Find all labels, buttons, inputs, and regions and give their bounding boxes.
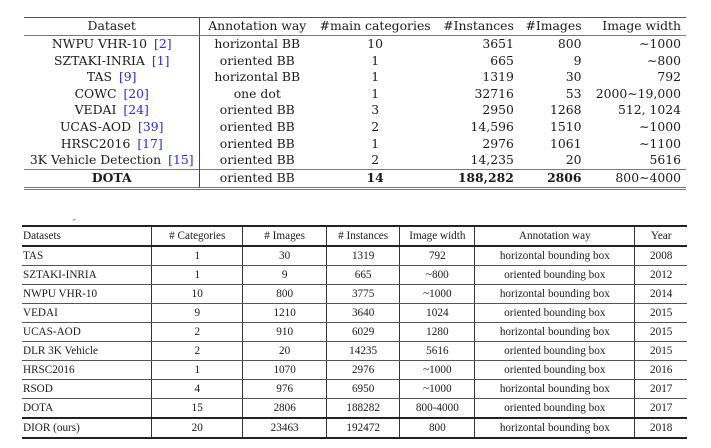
cell-dataset [24, 69, 200, 86]
cell-dataset-text: UCAS-AOD [59, 118, 132, 134]
cell-image-width: ~800 [400, 266, 475, 285]
table-row [22, 304, 687, 323]
cell-annotation-way [200, 86, 314, 103]
citation-link[interactable]: [2] [154, 36, 172, 51]
cell-images: 30 [243, 246, 326, 266]
header-instances: #Instances [436, 18, 519, 36]
cell-year: 2008 [635, 246, 687, 266]
cell-instances: 1319 [326, 246, 400, 266]
cell-annotation-way-text: oriented BB [219, 118, 295, 134]
cell-instances: 2976 [326, 361, 400, 380]
cell-instances-text: 32716 [474, 85, 514, 101]
cell-annotation-way [200, 119, 314, 136]
header-main-categories: #main categories [314, 18, 436, 36]
cell-main-categories-text: 1 [371, 52, 380, 68]
cell-main-categories [314, 36, 436, 53]
header-images: # Images [243, 226, 326, 246]
cell-instances: 188,282 [436, 169, 519, 188]
cell-dataset [24, 152, 200, 169]
cell-annotation-way: horizontal bounding box [475, 323, 635, 342]
cell-main-categories-text: 10 [367, 36, 384, 51]
cell-main-categories-text: 1 [371, 85, 380, 101]
cell-images [519, 136, 587, 153]
cell-dataset [24, 119, 200, 136]
table-row [22, 361, 687, 380]
cell-year: 2017 [635, 399, 687, 419]
cell-image-width: ~1000 [400, 380, 475, 399]
cell-dataset: HRSC2016 [22, 361, 152, 380]
cell-instances: 188282 [326, 399, 400, 419]
header-image-width: Image width [587, 18, 686, 36]
header-instances: # Instances [326, 226, 400, 246]
cell-image-width [587, 119, 686, 136]
cell-images-text: 9 [573, 52, 582, 68]
table-row [24, 36, 686, 53]
cell-image-width-text: 512, 1024 [617, 102, 681, 118]
cell-annotation-way-text: oriented BB [219, 152, 295, 168]
dataset-comparison-table-latex [24, 17, 686, 190]
table-row-dota [24, 169, 686, 188]
cell-instances-text: 14,235 [470, 152, 514, 168]
cell-annotation-way [200, 53, 314, 70]
cell-main-categories [314, 53, 436, 70]
cell-instances-text: 665 [490, 52, 514, 68]
cell-instances-text: 2976 [482, 135, 514, 151]
cell-instances [436, 86, 519, 103]
cell-images: 23463 [243, 418, 326, 438]
cell-images: 976 [243, 380, 326, 399]
cell-image-width-text: ∼1100 [639, 135, 681, 151]
header-image-width: Image width [400, 226, 475, 246]
cell-categories: 9 [152, 304, 243, 323]
citation-link[interactable]: [9] [118, 69, 137, 85]
cell-instances-text: 3651 [482, 36, 514, 51]
citation-link[interactable]: [20] [123, 85, 149, 101]
cell-dataset: UCAS-AOD [22, 323, 152, 342]
cell-categories: 15 [152, 399, 243, 419]
cell-images: 1210 [243, 304, 326, 323]
cell-image-width-text: ∼800 [646, 52, 681, 68]
cell-image-width: 1280 [400, 323, 475, 342]
cell-dataset-text: HRSC2016 [60, 135, 131, 151]
cell-image-width [587, 69, 686, 86]
table-row [22, 266, 687, 285]
table-header-row [22, 226, 687, 246]
citation-link[interactable]: [17] [137, 135, 163, 151]
cell-images-text: 1268 [550, 102, 582, 118]
cell-year: 2015 [635, 342, 687, 361]
dataset-comparison-table-grid [22, 225, 687, 439]
cell-categories: 4 [152, 380, 243, 399]
cell-image-width-text: ∼1000 [639, 36, 681, 51]
cell-dataset: TAS [22, 246, 152, 266]
cell-images [519, 69, 587, 86]
cell-images [519, 86, 587, 103]
table-body [22, 246, 687, 438]
cell-dataset [24, 102, 200, 119]
header-datasets: Datasets [22, 226, 152, 246]
cell-main-categories [314, 152, 436, 169]
header-dataset: Dataset [24, 18, 200, 36]
cell-categories: 1 [152, 361, 243, 380]
table-row-dior [22, 418, 687, 438]
cell-image-width-text: 5616 [649, 152, 681, 168]
cell-instances: 14235 [326, 342, 400, 361]
cell-annotation-way [200, 102, 314, 119]
header-annotation-way: Annotation way [200, 18, 314, 36]
cell-dataset: DOTA [24, 169, 200, 188]
table-row [22, 323, 687, 342]
cell-dataset-text: COWC [74, 85, 117, 101]
cell-annotation-way: oriented bounding box [475, 304, 635, 323]
cell-dataset: VEDAI [22, 304, 152, 323]
cell-dataset [24, 136, 200, 153]
cell-images: 2806 [519, 169, 587, 188]
cell-annotation-way-text: horizontal BB [214, 36, 301, 51]
cell-annotation-way: horizontal bounding box [475, 285, 635, 304]
cell-image-width [587, 152, 686, 169]
cell-annotation-way: horizontal bounding box [475, 380, 635, 399]
cell-images-text: 1510 [550, 118, 582, 134]
header-images: #Images [519, 18, 587, 36]
cell-annotation-way: oriented bounding box [475, 266, 635, 285]
cell-image-width [587, 53, 686, 70]
cell-instances: 6029 [326, 323, 400, 342]
cell-images [519, 119, 587, 136]
cell-year: 2015 [635, 304, 687, 323]
table-header-row [24, 18, 686, 36]
cell-image-width-text: 792 [657, 69, 681, 85]
cell-year: 2012 [635, 266, 687, 285]
cell-instances [436, 119, 519, 136]
cell-main-categories-text: 3 [371, 102, 380, 118]
table-row [24, 102, 686, 119]
cell-images: 20 [243, 342, 326, 361]
cell-images [519, 102, 587, 119]
cell-annotation-way-text: oriented BB [219, 52, 295, 68]
cell-dataset: SZTAKI-INRIA [22, 266, 152, 285]
table-row [22, 246, 687, 266]
cell-categories: 2 [152, 323, 243, 342]
cell-annotation-way: horizontal bounding box [475, 418, 635, 438]
cell-instances [436, 136, 519, 153]
cell-dataset-text: SZTAKI-INRIA [54, 52, 145, 68]
cell-annotation-way: oriented bounding box [475, 399, 635, 419]
cell-categories: 20 [152, 418, 243, 438]
cell-year: 2018 [635, 418, 687, 438]
cell-images-text: 20 [565, 152, 582, 168]
table-row [24, 152, 686, 169]
cell-images: 800 [243, 285, 326, 304]
cell-images-text: 30 [565, 69, 582, 85]
cell-image-width: 800 [400, 418, 475, 438]
table-row [24, 53, 686, 70]
cell-images: 9 [243, 266, 326, 285]
cell-categories: 2 [152, 342, 243, 361]
cell-image-width [587, 86, 686, 103]
cell-images-text: 53 [565, 85, 582, 101]
cell-main-categories-text: 2 [371, 152, 380, 168]
cell-categories: 1 [152, 266, 243, 285]
cell-image-width [587, 136, 686, 153]
cell-dataset: RSOD [22, 380, 152, 399]
cell-main-categories-text: 2 [371, 118, 380, 134]
cell-image-width: ~1000 [400, 361, 475, 380]
cell-dataset: DIOR (ours) [22, 418, 152, 438]
header-categories: # Categories [152, 226, 243, 246]
cell-annotation-way: oriented bounding box [475, 361, 635, 380]
cell-dataset-text: TAS [86, 69, 112, 85]
cell-categories: 1 [152, 246, 243, 266]
cell-instances: 6950 [326, 380, 400, 399]
cell-instances-text: 1319 [482, 69, 514, 85]
table-row [24, 119, 686, 136]
cell-annotation-way: oriented bounding box [475, 342, 635, 361]
table-row [22, 380, 687, 399]
cell-dataset-text: 3K Vehicle Detection [29, 152, 162, 168]
cell-dataset: DLR 3K Vehicle [22, 342, 152, 361]
cell-images-text: 1061 [550, 135, 582, 151]
cell-images: 2806 [243, 399, 326, 419]
cell-images [519, 53, 587, 70]
cell-images-text: 800 [557, 36, 582, 51]
table-row [22, 399, 687, 419]
cell-instances: 192472 [326, 418, 400, 438]
citation-link[interactable]: [1] [151, 52, 170, 68]
cell-annotation-way [200, 36, 314, 53]
table-row [24, 86, 686, 103]
cell-image-width: ~1000 [400, 285, 475, 304]
cell-instances: 3640 [326, 304, 400, 323]
cell-main-categories [314, 86, 436, 103]
cell-instances [436, 102, 519, 119]
cell-year: 2016 [635, 361, 687, 380]
table-row [24, 69, 686, 86]
table-row [22, 285, 687, 304]
cell-instances: 3775 [326, 285, 400, 304]
cell-instances-text: 14,596 [470, 118, 514, 134]
cell-dataset-text: NWPU VHR-10 [51, 36, 147, 51]
cell-main-categories [314, 69, 436, 86]
cell-instances [436, 152, 519, 169]
cell-image-width [587, 36, 686, 53]
cell-instances [436, 53, 519, 70]
cell-main-categories-text: 1 [371, 135, 380, 151]
cell-image-width: 1024 [400, 304, 475, 323]
cell-dataset [24, 36, 200, 53]
table-row [24, 136, 686, 153]
cell-images: 910 [243, 323, 326, 342]
header-annotation-way: Annotation way [475, 226, 635, 246]
cell-year: 2014 [635, 285, 687, 304]
cell-image-width [587, 102, 686, 119]
cell-dataset: NWPU VHR-10 [22, 285, 152, 304]
cell-annotation-way: oriented BB [200, 169, 314, 188]
cell-annotation-way-text: horizontal BB [214, 69, 301, 85]
cell-image-width: 800-4000 [400, 399, 475, 419]
cell-instances [436, 69, 519, 86]
cell-instances: 665 [326, 266, 400, 285]
header-year: Year [635, 226, 687, 246]
citation-link[interactable]: [15] [168, 152, 194, 168]
table-row [22, 342, 687, 361]
citation-link[interactable]: [39] [138, 118, 164, 134]
cell-image-width: 800∼4000 [587, 169, 686, 188]
cell-annotation-way [200, 69, 314, 86]
cell-images [519, 152, 587, 169]
cell-images: 1070 [243, 361, 326, 380]
cell-images [519, 36, 587, 53]
cell-main-categories: 14 [314, 169, 436, 188]
cell-year: 2017 [635, 380, 687, 399]
cell-image-width: 792 [400, 246, 475, 266]
cell-annotation-way-text: oriented BB [219, 102, 295, 118]
cell-instances-text: 2950 [482, 102, 514, 118]
cell-image-width: 5616 [400, 342, 475, 361]
cell-year: 2015 [635, 323, 687, 342]
cell-image-width-text: 2000∼19,000 [595, 85, 681, 101]
cell-dataset [24, 86, 200, 103]
cell-dataset: DOTA [22, 399, 152, 419]
cell-annotation-way [200, 136, 314, 153]
cell-main-categories-text: 1 [371, 69, 380, 85]
citation-link[interactable]: [24] [123, 102, 149, 118]
cell-categories: 10 [152, 285, 243, 304]
cell-instances [436, 36, 519, 53]
cell-main-categories [314, 102, 436, 119]
cell-annotation-way [200, 152, 314, 169]
cell-main-categories [314, 136, 436, 153]
stray-mark [72, 218, 76, 222]
table-body [24, 36, 686, 189]
cell-annotation-way: horizontal bounding box [475, 246, 635, 266]
cell-annotation-way-text: one dot [233, 85, 281, 101]
cell-main-categories [314, 119, 436, 136]
cell-dataset [24, 53, 200, 70]
cell-dataset-text: VEDAI [74, 102, 117, 118]
cell-image-width-text: ∼1000 [639, 118, 681, 134]
cell-annotation-way-text: oriented BB [219, 135, 295, 151]
